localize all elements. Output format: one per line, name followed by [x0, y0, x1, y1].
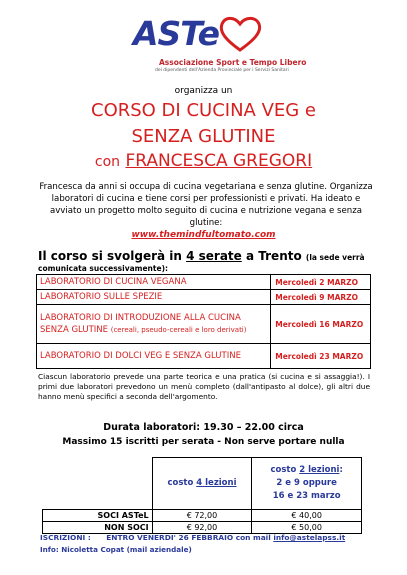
cost4-label: 4 lezioni	[196, 478, 237, 488]
chef-name: FRANCESCA GREGORI	[125, 151, 313, 171]
table-row	[43, 510, 362, 522]
cost-corner	[43, 458, 153, 510]
labs-table	[36, 274, 371, 369]
table-row	[43, 458, 362, 510]
cost2-line2: 2 e 9 oppure	[276, 478, 337, 488]
table-row	[37, 290, 371, 305]
duration-text: Durata laboratori: 19.30 – 22.00 circa	[103, 422, 304, 433]
con-word: con	[94, 154, 121, 170]
cost-header-2: costo 2 lezioni: 2 e 9 oppure 16 e 23 marzo	[252, 458, 362, 510]
lab-date: Mercoledì 23 MARZO	[271, 344, 371, 369]
logo-tagline: Associazione Sport e Tempo Libero	[159, 58, 307, 67]
lab-subtitle: (cereali, pseudo-cereali e loro derivati)	[110, 326, 247, 334]
iscrizioni-text: ISCRIZIONI : ENTRO VENERDI' 26 FEBBRAIO con mail	[40, 533, 274, 542]
intro-serate: 4 serate	[186, 249, 242, 263]
cost2-label: 2 lezioni	[299, 465, 340, 475]
intro-small: (la sede verrà	[305, 253, 365, 262]
cost-table	[42, 457, 362, 534]
table-row	[37, 305, 371, 344]
iscrizioni-line	[40, 533, 345, 542]
cost4-prefix: costo	[167, 478, 197, 488]
lab-title: LABORATORIO SULLE SPEZIE	[37, 290, 271, 305]
logo-wordmark: ASTe	[133, 14, 219, 53]
email-link[interactable]: info@astelapss.it	[273, 533, 346, 542]
intro-line2: comunicata successivamente):	[38, 264, 168, 273]
chef-line	[0, 151, 407, 171]
course-note: Ciascun laboratorio prevede una parte teorica e una pratica (si cucina e si assaggia!). I primi due laboratori prevedono un menù completo (dall'antipasto al dolce), gli altri due hanno menù specifici a seconda dell'argomento.	[38, 372, 370, 401]
max-participants-text: Massimo 15 iscritti per serata - Non serve portare nulla	[62, 437, 345, 447]
astel-logo	[133, 14, 307, 76]
course-title-line1: CORSO DI CUCINA VEG e	[91, 100, 316, 121]
intro-part1: Il corso si svolgerà in	[38, 249, 187, 263]
cost2-line3: 16 e 23 marzo	[272, 491, 341, 501]
lab-title: LABORATORIO DI DOLCI VEG E SENZA GLUTINE	[37, 344, 271, 369]
intro-line	[38, 249, 378, 263]
table-row	[43, 522, 362, 534]
heart-icon	[216, 14, 264, 54]
chef-description: Francesca da anni si occupa di cucina vegetariana e senza glutine. Organizza laboratori di cucina e tiene corsi per professionisti e privati. Ha ideato e avviato un progetto molto seguito di cucina e nutrizione vegana e senza glutine:	[39, 182, 373, 228]
price-2: € 50,00	[252, 522, 362, 534]
price-4: € 92,00	[152, 522, 252, 534]
lab-title: LABORATORIO DI INTRODUZIONE ALLA CUCINA SENZA GLUTINE	[40, 313, 241, 335]
website-link[interactable]: www.themindfultomato.com	[131, 230, 276, 240]
price-2: € 40,00	[252, 510, 362, 522]
info-line: Info: Nicoletta Copat (mail aziendale)	[40, 545, 192, 554]
lab-cell	[37, 305, 271, 344]
price-4: € 72,00	[152, 510, 252, 522]
lab-title: LABORATORIO DI CUCINA VEGANA	[37, 275, 271, 290]
course-title-line2: SENZA GLUTINE	[131, 126, 276, 147]
member-type: NON SOCI	[43, 522, 153, 534]
organizza-text: organizza un	[174, 86, 233, 96]
intro-part2: a Trento	[241, 249, 306, 263]
lab-date: Mercoledì 2 MARZO	[271, 275, 371, 290]
lab-date: Mercoledì 9 MARZO	[271, 290, 371, 305]
cost-header-4	[152, 458, 252, 510]
lab-date: Mercoledì 16 MARZO	[271, 305, 371, 344]
logo-subtagline: dei dipendenti dell'Azienda Provinciale per i Servizi Sanitari	[155, 68, 289, 73]
table-row	[37, 344, 371, 369]
table-row	[37, 275, 371, 290]
cost2-prefix: costo	[270, 465, 300, 475]
member-type: SOCI ASTeL	[43, 510, 153, 522]
